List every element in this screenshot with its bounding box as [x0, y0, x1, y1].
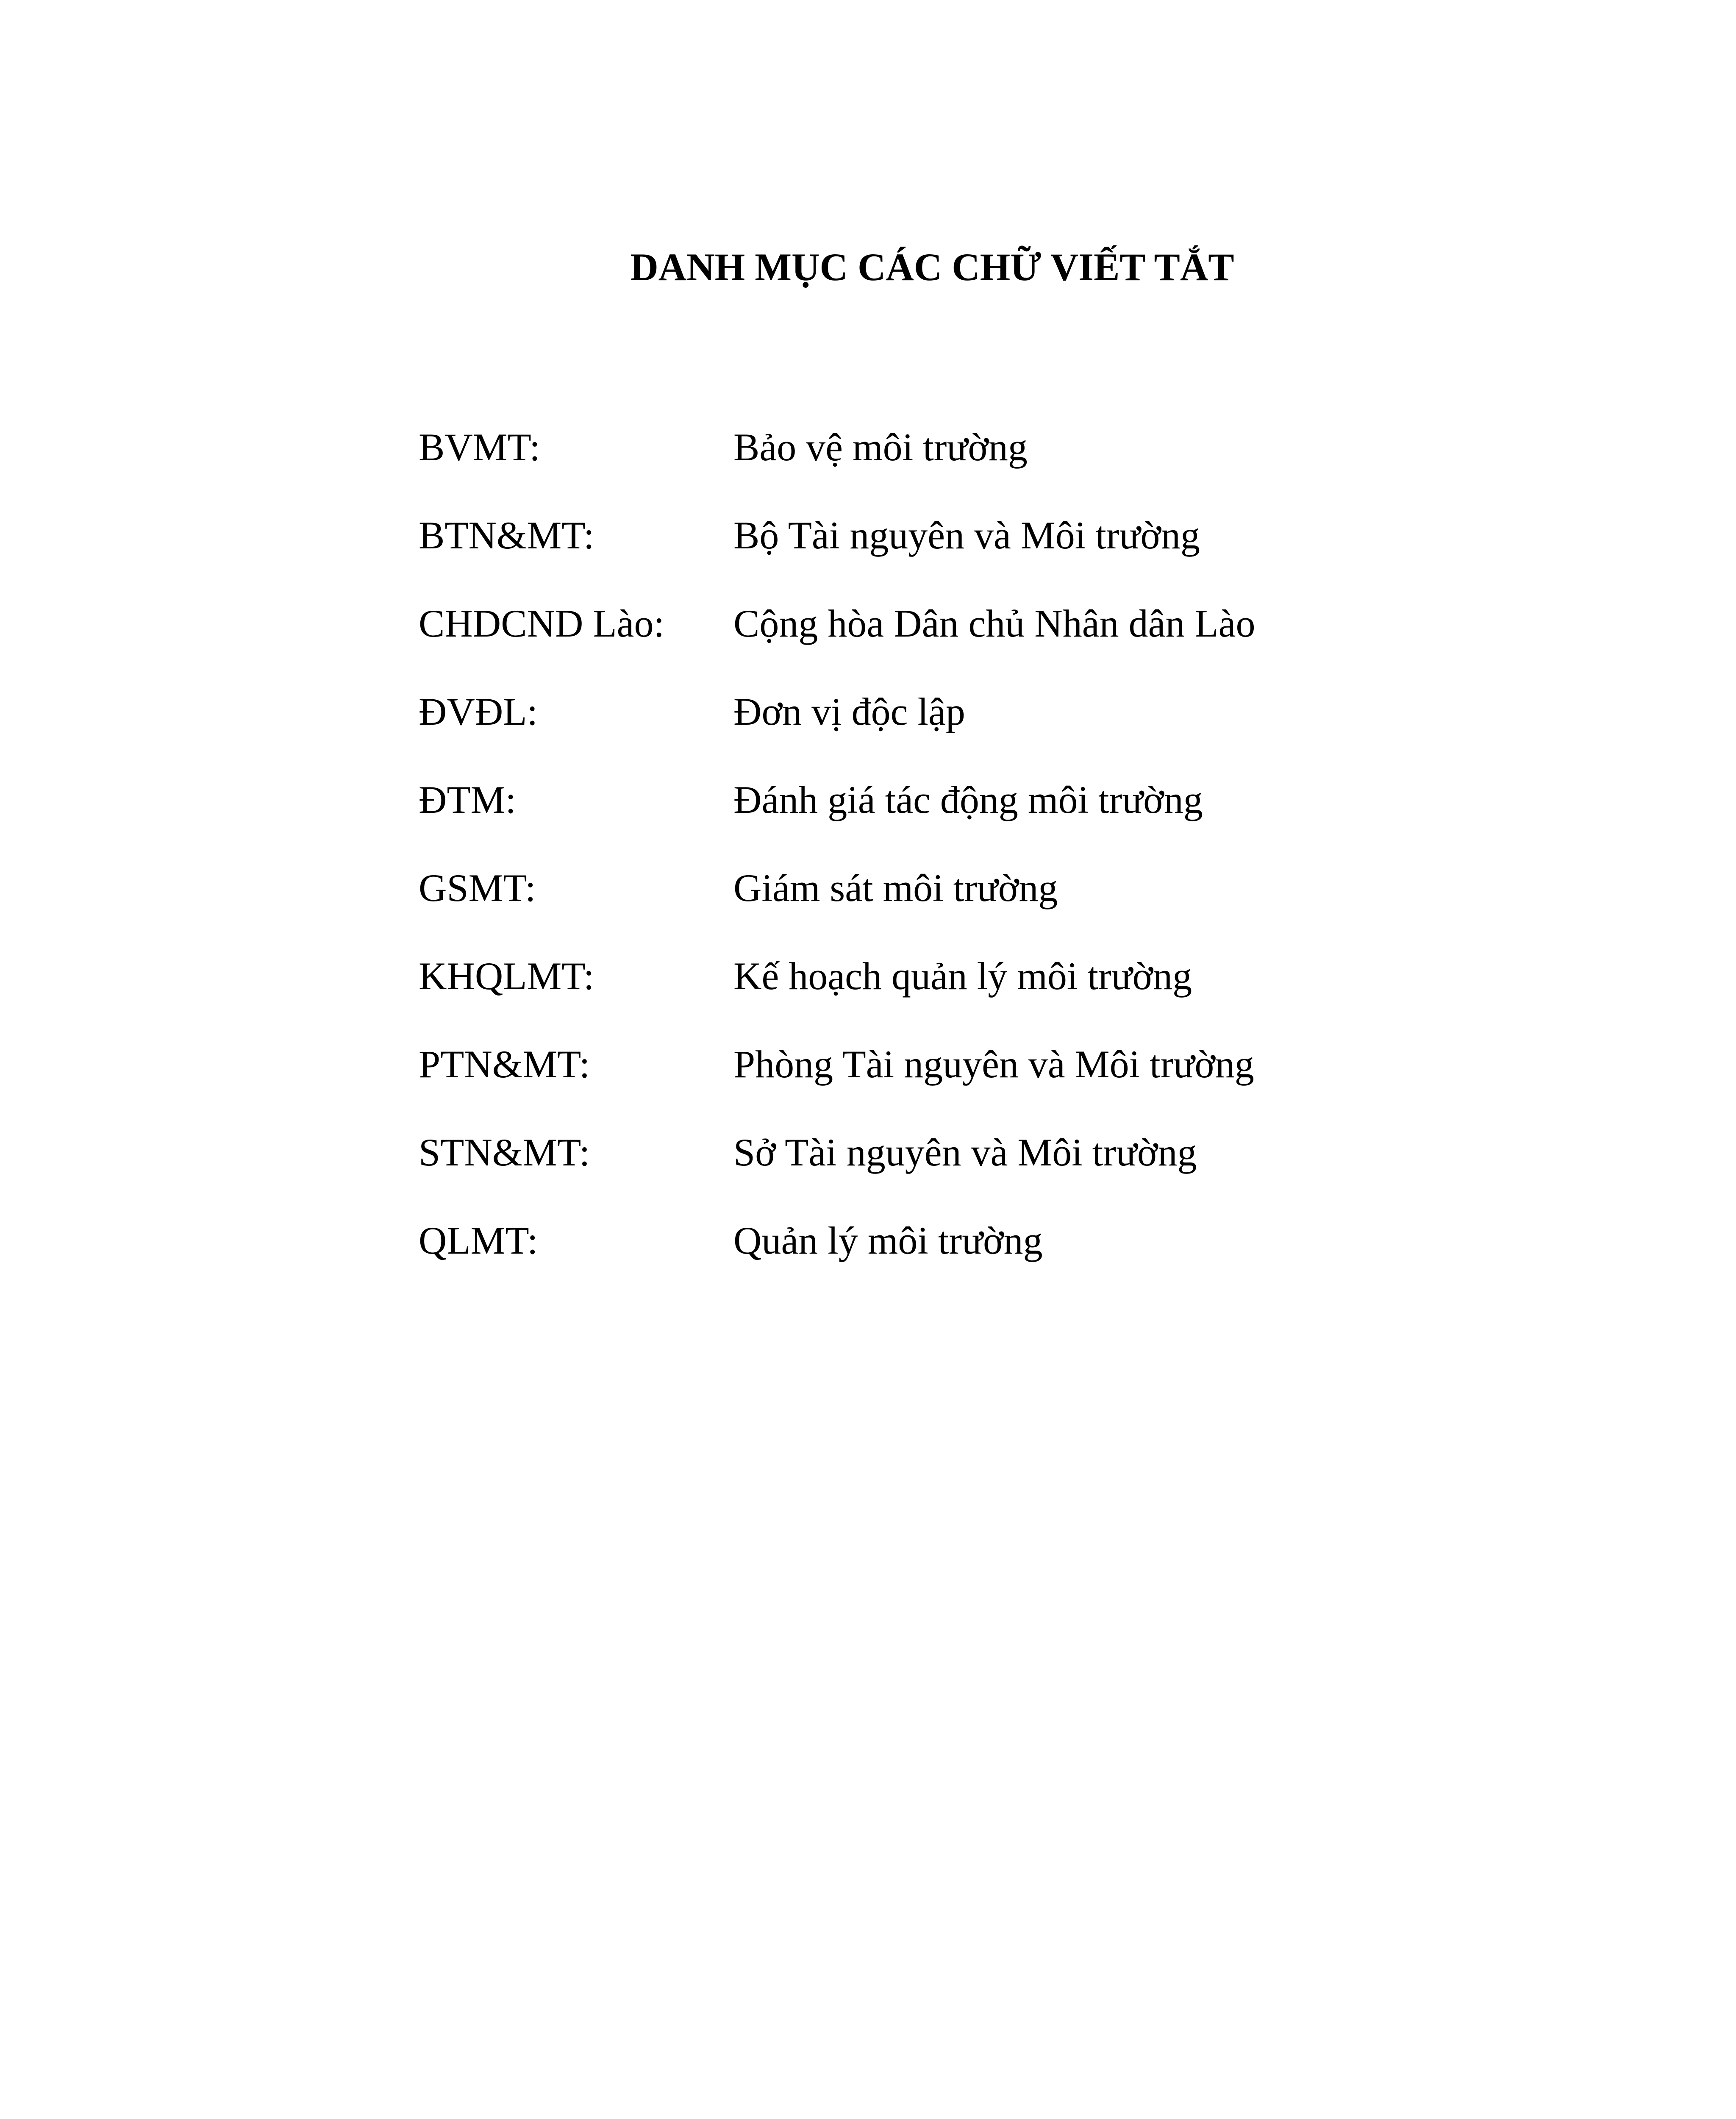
- abbreviation-key: ĐTM:: [419, 778, 516, 821]
- abbreviation-key: KHQLMT:: [419, 954, 594, 998]
- abbreviation-row: [419, 420, 1478, 508]
- abbreviation-key: BTN&MT:: [419, 514, 594, 557]
- abbreviation-row: [419, 596, 1478, 684]
- abbreviation-description: Đơn vị độc lập: [733, 690, 965, 733]
- abbreviation-key: QLMT:: [419, 1219, 538, 1262]
- abbreviation-row: [419, 860, 1478, 948]
- abbreviation-row: [419, 948, 1478, 1037]
- abbreviation-key: CHDCND Lào:: [419, 602, 665, 645]
- abbreviation-description: Bảo vệ môi trường: [733, 425, 1028, 469]
- abbreviation-description: Bộ Tài nguyên và Môi trường: [733, 514, 1200, 557]
- abbreviation-description: Phòng Tài nguyên và Môi trường: [733, 1043, 1254, 1086]
- abbreviation-row: [419, 684, 1478, 772]
- abbreviation-key: GSMT:: [419, 866, 536, 909]
- abbreviation-row: [419, 1125, 1478, 1213]
- abbreviation-description: Đánh giá tác động môi trường: [733, 778, 1203, 821]
- abbreviation-description: Quản lý môi trường: [733, 1219, 1043, 1262]
- abbreviation-row: [419, 1037, 1478, 1125]
- abbreviation-key: ĐVĐL:: [419, 690, 538, 733]
- abbreviation-key: PTN&MT:: [419, 1043, 590, 1086]
- abbreviation-description: Sở Tài nguyên và Môi trường: [733, 1131, 1197, 1174]
- abbreviation-description: Kế hoạch quản lý môi trường: [733, 954, 1192, 998]
- abbreviation-key: BVMT:: [419, 425, 540, 469]
- page-title: DANH MỤC CÁC CHỮ VIẾT TẮT: [630, 245, 1234, 289]
- abbreviation-row: [419, 508, 1478, 596]
- abbreviation-row: [419, 1213, 1478, 1301]
- abbreviation-row: [419, 772, 1478, 860]
- abbreviation-key: STN&MT:: [419, 1131, 590, 1174]
- abbreviation-description: Cộng hòa Dân chủ Nhân dân Lào: [733, 602, 1255, 645]
- abbreviation-description: Giám sát môi trường: [733, 866, 1058, 909]
- abbreviation-list: [419, 420, 1478, 1301]
